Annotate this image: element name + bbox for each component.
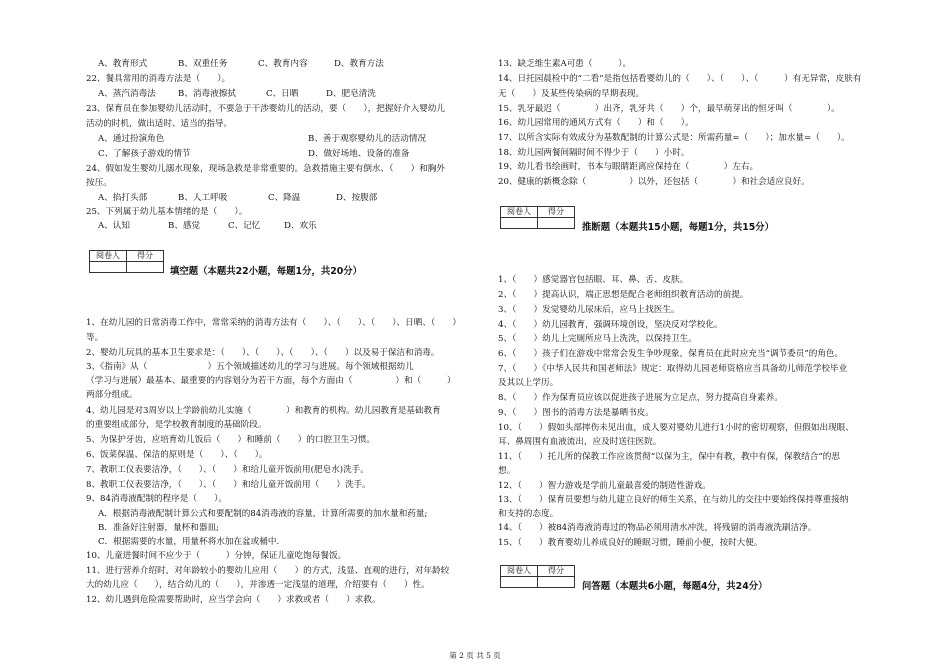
fill-q11-line1: 11、进行营养介绍时，对年龄较小的婴幼儿应用（ ）的方式，浅显、直观的进行，对年龄较 [86, 566, 450, 576]
score-label: 得分 [127, 251, 164, 262]
judge-q14: 14、（ ）被84消毒液消毒过的物品必须用清水冲洗，将残留的消毒液洗刷洁净。 [498, 523, 817, 533]
fill-q12: 12、幼儿遇到危险需要帮助时，应当学会向（ ）求救或者（ ）求救。 [86, 595, 381, 605]
fill-q3-line1: 3、《指南》从（ ）五个领域描述幼儿的学习与进展。每个领域根据幼儿 [86, 362, 414, 372]
page-number: 第 2 页 共 5 页 [449, 651, 501, 660]
question-25: 25、下列属于幼儿基本情绪的是（ ）。 [86, 207, 248, 217]
fill-q20: 20、健康的新概念除（ ）以外，还包括（ ）和社会适应良好。 [498, 177, 810, 187]
judge-q4: 4、（ ）幼儿园教育，强调环境创设，坚决反对学校化。 [498, 320, 723, 330]
fill-q6: 6、饭菜保温、保洁的原则是（ ）、（ ）。 [86, 450, 268, 460]
score-box-essay [500, 565, 575, 588]
judge-q13-line2: 和支持的态度。 [498, 509, 559, 519]
q23-option-b: B、善于观察婴幼儿的活动情况 [308, 134, 427, 144]
q24-option-d: D、按腹部 [336, 193, 378, 203]
fill-q5: 5、为保护牙齿，应培育幼儿饭后（ ）和睡前（ ）的口腔卫生习惯。 [86, 435, 376, 445]
q21-option-a: A、教育形式 [98, 59, 148, 69]
fill-q10: 10、儿童进餐时间不应少于（ ）分钟，保证儿童吃饱每餐饭。 [86, 551, 347, 561]
judge-q11-line1: 11、（ ）托儿所的保教工作应该贯彻“以保为主，保中有教，教中有保，保教结合”的思 [498, 452, 840, 462]
judge-q7-line1: 7、（ ）《中华人民共和国老师法》规定：取得幼儿园老师资格应当具备幼儿师范学校毕业 [498, 364, 848, 374]
fill-q1-line1: 1、在幼儿园的日常消毒工作中，常常采纳的消毒方法有（ ）、（ ）、（ ）、日晒、（ ） [86, 318, 461, 328]
q21-option-c: C、教育内容 [258, 59, 308, 69]
score-label: 得分 [538, 207, 575, 218]
score-label: 得分 [538, 566, 575, 577]
fill-q11-line2: 大的幼儿应（ ），结合幼儿的（ ），并渗透一定浅显的道理，介绍要有（ ）性。 [86, 580, 430, 590]
section-title-essay: 问答题（本题共6小题，每题4分，共24分） [582, 581, 768, 592]
fill-q9: 9、84消毒液配制的程序是（ ）。 [86, 494, 228, 504]
fill-q9-step-b: B．准备好注射器，量杯和器皿; [98, 523, 219, 533]
score-cell[interactable] [538, 577, 575, 588]
q24-option-b: B、人工呼吸 [178, 193, 228, 203]
question-24-line2: 按压。 [86, 178, 112, 188]
q22-option-a: A、蒸汽消毒法 [98, 89, 156, 99]
question-24-line1: 24、假如发生婴幼儿溺水现象，现场急救是非常重要的。急救措施主要有倒水、（ ）和胸外 [86, 164, 445, 174]
q25-option-d: D、欢乐 [284, 221, 317, 231]
fill-q13: 13、缺乏维生素A可患（ ）。 [498, 59, 632, 69]
grader-label: 阅卷人 [501, 207, 538, 218]
fill-q16: 16、幼儿园常用的通风方式有（ ）和（ ）。 [498, 118, 694, 128]
judge-q13-line1: 13、（ ）保育员要想与幼儿建立良好的师生关系，在与幼儿的交往中要始终保持尊重接纳 [498, 495, 849, 505]
score-cell[interactable] [538, 218, 575, 229]
section-title-judgement: 推断题（本题共15小题，每题1分，共15分） [582, 222, 774, 233]
fill-q14-line1: 14、日托园晨检中的“二看”是指包括看婴幼儿的（ ）、（ ）、（ ）有无异常，皮肤有 [498, 74, 862, 84]
fill-q4-line2: 的重要组成部分，是学校教育制度的基础阶段。 [86, 420, 267, 430]
fill-q14-line2: 无（ ）及某些传染病的早期表现。 [498, 89, 645, 99]
q22-option-b: B、消毒液擦拭 [178, 89, 236, 99]
fill-q8: 8、教职工仪表要洁净，（ ）、（ ）和给儿童开饭前用（ ）洗手。 [86, 480, 371, 490]
grader-label: 阅卷人 [90, 251, 127, 262]
q24-option-a: A、掐打头部 [98, 193, 148, 203]
q25-option-c: C、记忆 [228, 221, 261, 231]
q21-option-d: D、教育方法 [334, 59, 384, 69]
judge-q11-line2: 想。 [498, 466, 516, 476]
fill-q7: 7、教职工仪表要洁净，（ ）、（ ）和给儿童开饭前用(肥皂水)洗手。 [86, 465, 369, 475]
grader-cell[interactable] [501, 218, 538, 229]
judge-q10-line2: 耳、鼻周围有血液流出，应及时送往医院。 [498, 437, 662, 447]
judge-q6: 6、（ ）孩子们在游戏中常常会发生争吵现象，保育员在此时应充当“调节委员”的角色。 [498, 349, 844, 359]
q23-option-a: A、通过扮演角色 [98, 134, 165, 144]
fill-q4-line1: 4、幼儿园是对3周岁以上学龄前幼儿实施（ ）和教育的机构。幼儿园教育是基础教育 [86, 406, 441, 416]
q25-option-a: A、认知 [98, 221, 130, 231]
section-title-fill-in: 填空题（本题共22小题，每题1分，共20分） [170, 266, 362, 277]
question-23-line2: 活动的时机，做出适时、适当的指导。 [86, 119, 233, 129]
question-22: 22、餐具常用的消毒方法是（ ）。 [86, 74, 231, 84]
fill-q9-step-a: A．根据消毒液配制计算公式和要配制的84消毒液的容量，计算所需要的加水量和药量; [98, 509, 428, 519]
q25-option-b: B、感觉 [168, 221, 201, 231]
grader-cell[interactable] [90, 262, 127, 273]
fill-q15: 15、乳牙最迟（ ）出齐，乳牙共（ ）个，最早萌芽出的恒牙叫（ ）。 [498, 104, 840, 114]
fill-q18: 18、幼儿园两餐间隔时间不得少于（ ）小时。 [498, 148, 690, 158]
q23-option-d: D、做好场地、设备的准备 [308, 149, 410, 159]
score-cell[interactable] [127, 262, 164, 273]
judge-q8: 8、（ ）作为保育员应该以促进孩子进展为立足点，努力提高自身素养。 [498, 393, 783, 403]
q22-option-d: D、肥皂清洗 [326, 89, 376, 99]
fill-q19: 19、幼儿看书绘画时，书本与眼睛距离应保持在（ ）左右。 [498, 162, 759, 172]
score-box-fill [89, 250, 164, 273]
fill-q3-line2: （学习与进展）最基本、最重要的内容划分为若干方面，每个方面由（ ）和（ ） [86, 376, 456, 386]
fill-q17: 17、以所含实际有效成分为基数配制的计算公式是：所需药量=（ ）；加水量=（ ）。 [498, 133, 850, 143]
q24-option-c: C、降温 [268, 193, 301, 203]
fill-q1-line2: 等。 [86, 333, 104, 343]
judge-q12: 12、（ ）智力游戏是学前儿童最喜爱的制造性游戏。 [498, 481, 711, 491]
score-box-judge [500, 206, 575, 229]
grader-label: 阅卷人 [501, 566, 538, 577]
q21-option-b: B、双重任务 [178, 59, 228, 69]
judge-q5: 5、（ ）幼儿上完厕所应马上洗洗，以保持卫生。 [498, 334, 697, 344]
judge-q1: 1、（ ）感觉器官包括眼、耳、鼻、舌、皮肤。 [498, 275, 689, 285]
judge-q10-line1: 10、（ ）假如头部摔伤未见出血，成人要对婴幼儿进行1小时的密切观察，但假如出现眼、 [498, 423, 854, 433]
judge-q15: 15、（ ）教育婴幼儿养成良好的睡眠习惯，睡前小便，按时大便。 [498, 538, 763, 548]
fill-q9-step-c: C．根据需要的水量，用量杯将水加在盆或桶中. [98, 537, 280, 547]
q22-option-c: C、日晒 [266, 89, 299, 99]
fill-q2: 2、婴幼儿玩具的基本卫生要求是：（ ）、（ ）、（ ）、（ ）以及易于保洁和消毒。 [86, 348, 440, 358]
q23-option-c: C、了解孩子游戏的情节 [98, 149, 191, 159]
judge-q2: 2、（ ）提高认识，端正思想是配合老师组织教育活动的前提。 [498, 290, 749, 300]
question-23-line1: 23、保育员在参加婴幼儿活动时，不要急于干涉婴幼儿的活动，要（ ），把握好介入婴幼儿 [86, 104, 445, 114]
fill-q3-line3: 两部分组成。 [86, 390, 138, 400]
judge-q7-line2: 及其以上学历。 [498, 378, 559, 388]
judge-q3: 3、（ ）发觉婴幼儿尿床后，应马上找医生。 [498, 305, 680, 315]
judge-q9: 9、（ ）图书的消毒方法是暴晒书皮。 [498, 408, 654, 418]
grader-cell[interactable] [501, 577, 538, 588]
